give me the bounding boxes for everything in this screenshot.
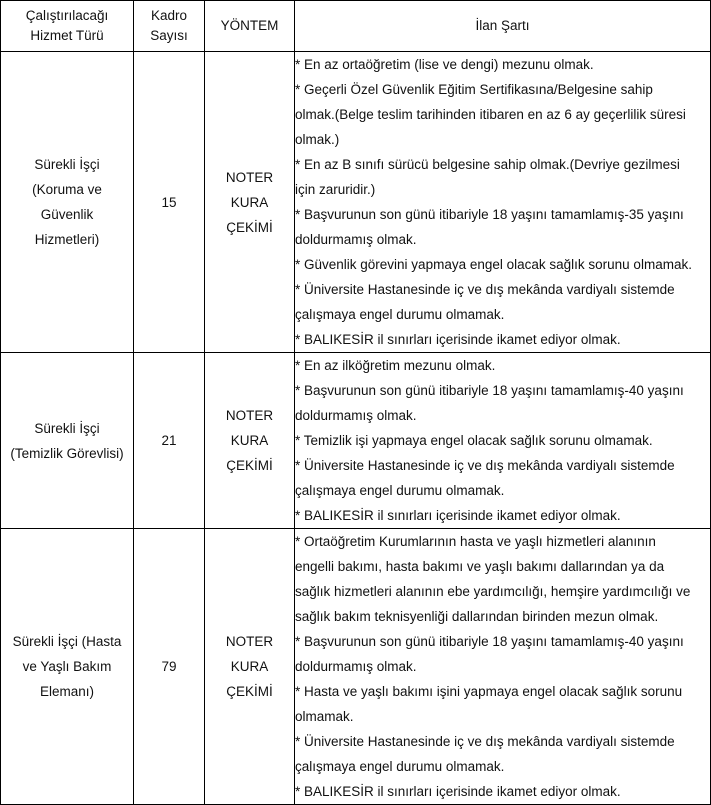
header-staff-count: Kadro Sayısı <box>134 1 205 52</box>
table-row <box>1 529 711 805</box>
condition-line: doldurmamış olmak. <box>295 408 417 423</box>
method-cell: NOTER KURA ÇEKİMİ <box>205 52 295 353</box>
conditions-cell <box>295 529 711 805</box>
condition-line: * Başvurunun son günü itibariyle 18 yaşını tamamlamış-35 yaşını <box>295 207 684 222</box>
condition-line: çalışmaya engel durumu olmamak. <box>295 483 505 498</box>
condition-line: sağlık hizmetleri alanının ebe yardımcılığı, hemşire yardımcılığı ve <box>295 584 691 599</box>
condition-line: * Hasta ve yaşlı bakımı işini yapmaya engel olacak sağlık sorunu <box>295 684 683 699</box>
condition-line: * BALIKESİR il sınırları içerisinde ikamet ediyor olmak. <box>295 332 621 347</box>
condition-line: * Başvurunun son günü itibariyle 18 yaşını tamamlamış-40 yaşını <box>295 634 684 649</box>
header-method: YÖNTEM <box>205 1 295 52</box>
condition-line: * Üniversite Hastanesinde iç ve dış mekânda vardiyalı sistemde <box>295 734 675 749</box>
condition-line: çalışmaya engel durumu olmamak. <box>295 759 505 774</box>
condition-line: sağlık bakım teknisyenliği dallarından birinden mezun olmak. <box>295 609 659 624</box>
service-type-cell: Sürekli İşçi (Koruma ve Güvenlik Hizmetleri) <box>1 52 134 353</box>
service-type-cell: Sürekli İşçi (Hasta ve Yaşlı Bakım Elemanı) <box>1 529 134 805</box>
condition-line: * Güvenlik görevini yapmaya engel olacak sağlık sorunu olmamak. <box>295 257 692 272</box>
condition-line: doldurmamış olmak. <box>295 232 417 247</box>
staff-count-cell: 79 <box>134 529 205 805</box>
condition-line: olmak.) <box>295 132 340 147</box>
condition-line: engelli bakımı, hasta bakımı ve yaşlı bakımı dallarından ya da <box>295 559 665 574</box>
condition-line: * En az ortaöğretim (lise ve dengi) mezunu olmak. <box>295 57 594 72</box>
conditions-cell <box>295 353 711 529</box>
header-service-type: Çalıştırılacağı Hizmet Türü <box>1 1 134 52</box>
condition-line: * Geçerli Özel Güvenlik Eğitim Sertifikasına/Belgesine sahip <box>295 82 653 97</box>
condition-line: olmamak. <box>295 709 354 724</box>
staff-count-cell: 21 <box>134 353 205 529</box>
condition-line: * Üniversite Hastanesinde iç ve dış mekânda vardiyalı sistemde <box>295 458 675 473</box>
table-row <box>1 353 711 529</box>
table-header-row <box>1 1 711 52</box>
header-conditions: İlan Şartı <box>295 1 711 52</box>
condition-line: doldurmamış olmak. <box>295 659 417 674</box>
service-type-cell: Sürekli İşçi (Temizlik Görevlisi) <box>1 353 134 529</box>
method-cell: NOTER KURA ÇEKİMİ <box>205 353 295 529</box>
condition-line: * Ortaöğretim Kurumlarının hasta ve yaşlı hizmetleri alanının <box>295 534 656 549</box>
condition-line: olmak.(Belge teslim tarihinden itibaren en az 6 ay geçerlilik süresi <box>295 107 686 122</box>
condition-line: için zaruridir.) <box>295 182 376 197</box>
method-cell: NOTER KURA ÇEKİMİ <box>205 529 295 805</box>
condition-line: * En az ilköğretim mezunu olmak. <box>295 358 496 373</box>
condition-line: * Başvurunun son günü itibariyle 18 yaşını tamamlamış-40 yaşını <box>295 383 684 398</box>
table-row <box>1 52 711 353</box>
conditions-cell <box>295 52 711 353</box>
condition-line: * BALIKESİR il sınırları içerisinde ikamet ediyor olmak. <box>295 784 621 799</box>
staff-count-cell: 15 <box>134 52 205 353</box>
condition-line: * Temizlik işi yapmaya engel olacak sağlık sorunu olmamak. <box>295 433 653 448</box>
condition-line: çalışmaya engel durumu olmamak. <box>295 307 505 322</box>
condition-line: * Üniversite Hastanesinde iç ve dış mekânda vardiyalı sistemde <box>295 282 675 297</box>
condition-line: * BALIKESİR il sınırları içerisinde ikamet ediyor olmak. <box>295 508 621 523</box>
condition-line: * En az B sınıfı sürücü belgesine sahip olmak.(Devriye gezilmesi <box>295 157 680 172</box>
